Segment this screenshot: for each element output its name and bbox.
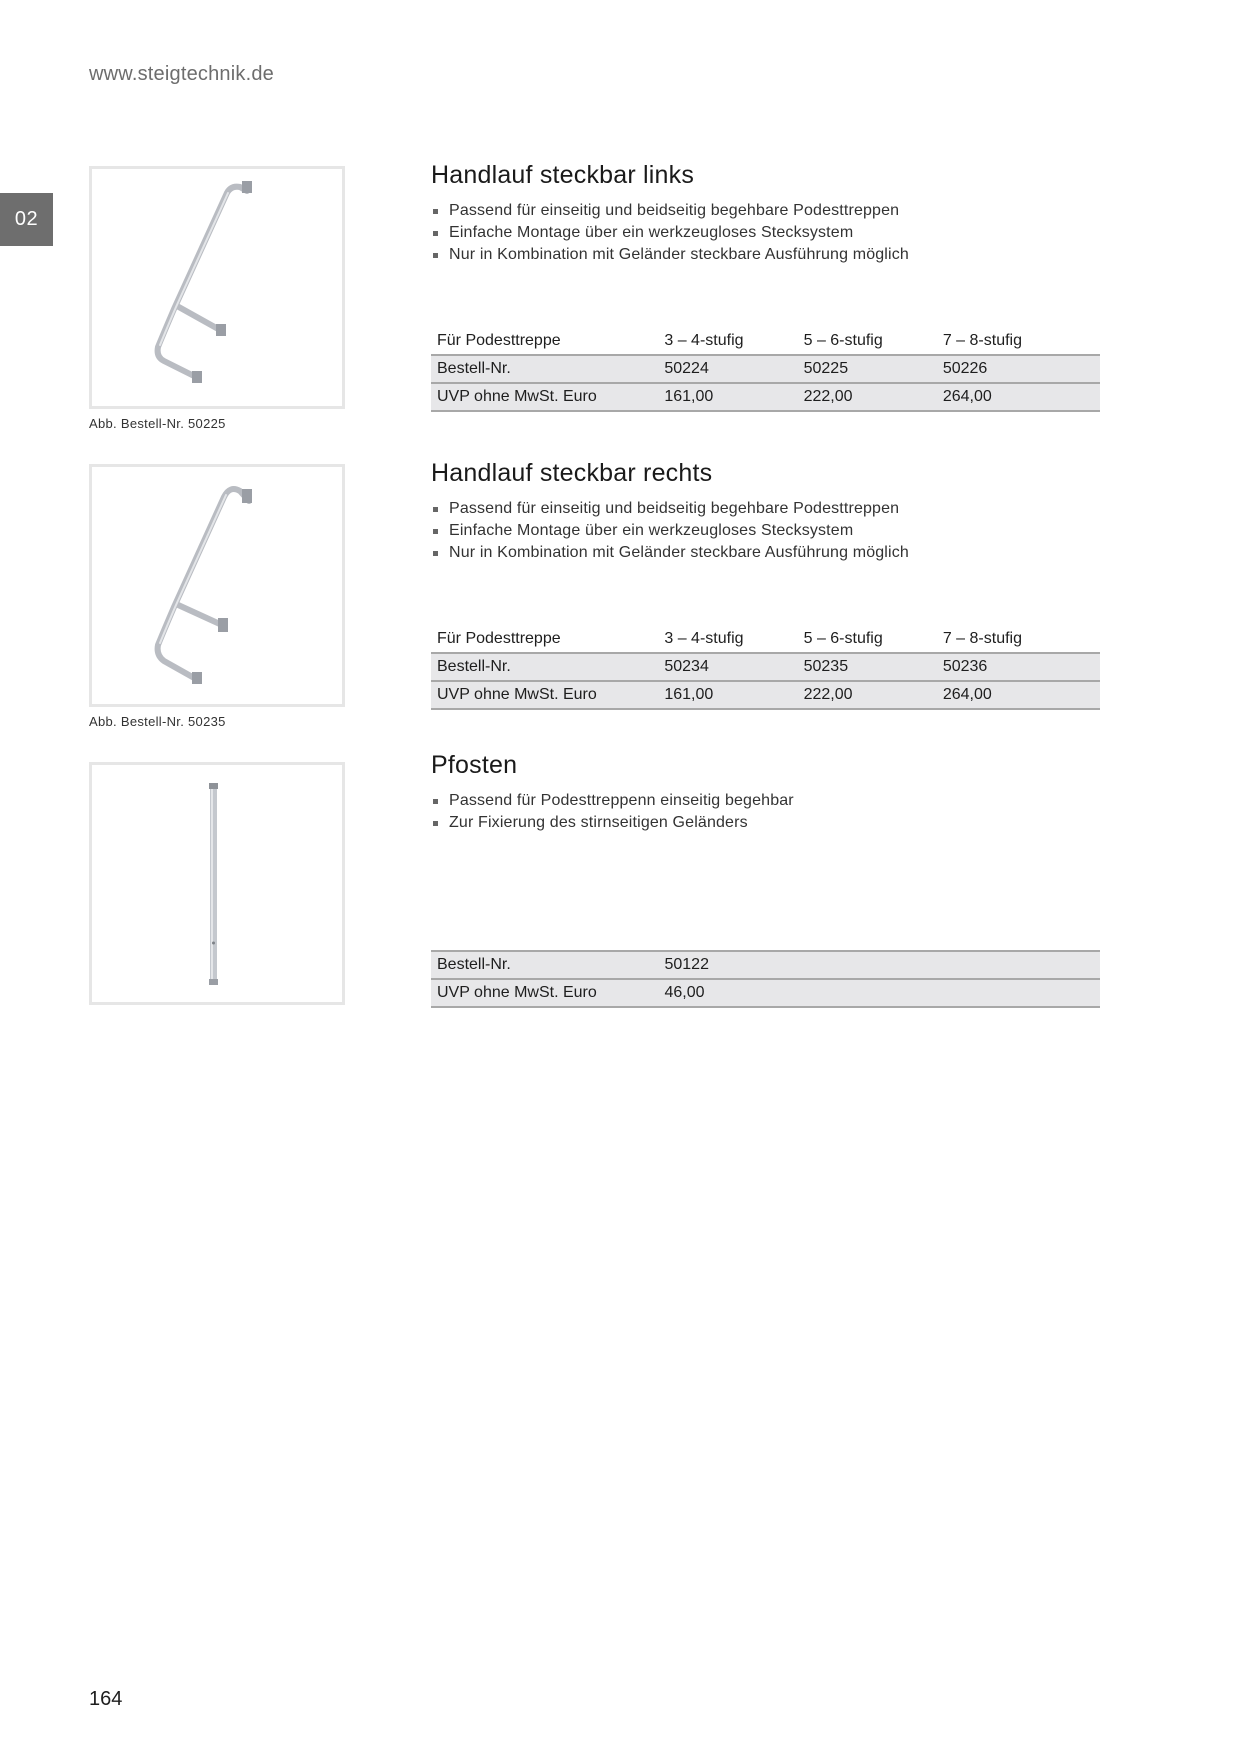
table-header-cell: 5 – 6-stufig — [798, 626, 937, 653]
table-header-cell: 7 – 8-stufig — [937, 328, 1100, 355]
feature-item: Zur Fixierung des stirnseitigen Geländers — [431, 812, 1100, 834]
feature-list — [431, 498, 1100, 564]
table-cell: Bestell-Nr. — [431, 653, 658, 681]
table-row — [431, 681, 1100, 709]
table-cell: 50224 — [658, 355, 797, 383]
table-cell: 222,00 — [798, 681, 937, 709]
post-section — [431, 747, 1100, 1001]
table-header-row — [431, 328, 1100, 355]
table-cell: 161,00 — [658, 681, 797, 709]
table-cell: 50122 — [658, 951, 798, 979]
table-cell: 50236 — [937, 653, 1100, 681]
feature-item: Passend für Podesttreppenn einseitig begehbar — [431, 790, 1100, 812]
table-cell — [937, 979, 1100, 1007]
site-url: www.steigtechnik.de — [89, 63, 275, 85]
feature-list — [431, 790, 1100, 834]
spec-table — [431, 950, 1100, 1008]
product-title: Handlauf steckbar links — [431, 161, 695, 189]
table-row — [431, 383, 1100, 411]
spec-table — [431, 626, 1100, 710]
post-image — [89, 762, 345, 1005]
product-title: Handlauf steckbar rechts — [431, 459, 713, 487]
table-cell: Bestell-Nr. — [431, 355, 658, 383]
table-cell: UVP ohne MwSt. Euro — [431, 383, 658, 411]
handrail-right-illustration — [92, 467, 342, 704]
table-cell: 222,00 — [798, 383, 937, 411]
chapter-tab: 02 — [0, 193, 53, 246]
handrail-right-image — [89, 464, 345, 707]
table-header-cell: 5 – 6-stufig — [798, 328, 937, 355]
table-header-cell: 3 – 4-stufig — [658, 328, 797, 355]
table-cell: 46,00 — [658, 979, 798, 1007]
table-cell: 50226 — [937, 355, 1100, 383]
feature-list — [431, 200, 1100, 266]
feature-item: Passend für einseitig und beidseitig begehbare Podesttreppen — [431, 200, 1100, 222]
table-cell: UVP ohne MwSt. Euro — [431, 681, 658, 709]
product-title: Pfosten — [431, 751, 518, 779]
handrail-left-section — [431, 157, 1100, 405]
table-cell: 50234 — [658, 653, 797, 681]
handrail-right-caption: Abb. Bestell-Nr. 50235 — [89, 714, 226, 729]
table-cell — [799, 951, 938, 979]
table-cell — [937, 951, 1100, 979]
table-cell: 50225 — [798, 355, 937, 383]
table-row — [431, 979, 1100, 1007]
feature-item: Einfache Montage über ein werkzeugloses Stecksystem — [431, 222, 1100, 244]
handrail-right-section — [431, 455, 1100, 703]
page-number: 164 — [89, 1688, 123, 1710]
table-cell — [799, 979, 938, 1007]
table-row — [431, 355, 1100, 383]
table-header-cell: 7 – 8-stufig — [937, 626, 1100, 653]
table-header-cell: Für Podesttreppe — [431, 328, 658, 355]
table-header-cell: Für Podesttreppe — [431, 626, 658, 653]
table-header-row — [431, 626, 1100, 653]
handrail-left-illustration — [92, 169, 342, 406]
feature-item: Nur in Kombination mit Geländer steckbare Ausführung möglich — [431, 244, 1100, 266]
table-header-cell: 3 – 4-stufig — [658, 626, 797, 653]
feature-item: Passend für einseitig und beidseitig begehbare Podesttreppen — [431, 498, 1100, 520]
table-cell: 264,00 — [937, 681, 1100, 709]
table-row — [431, 951, 1100, 979]
handrail-left-caption: Abb. Bestell-Nr. 50225 — [89, 416, 226, 431]
table-cell: Bestell-Nr. — [431, 951, 658, 979]
feature-item: Einfache Montage über ein werkzeugloses Stecksystem — [431, 520, 1100, 542]
table-cell: UVP ohne MwSt. Euro — [431, 979, 658, 1007]
table-cell: 264,00 — [937, 383, 1100, 411]
table-row — [431, 653, 1100, 681]
feature-item: Nur in Kombination mit Geländer steckbare Ausführung möglich — [431, 542, 1100, 564]
table-cell: 50235 — [798, 653, 937, 681]
spec-table — [431, 328, 1100, 412]
table-cell: 161,00 — [658, 383, 797, 411]
handrail-left-image — [89, 166, 345, 409]
post-illustration — [92, 765, 342, 1002]
